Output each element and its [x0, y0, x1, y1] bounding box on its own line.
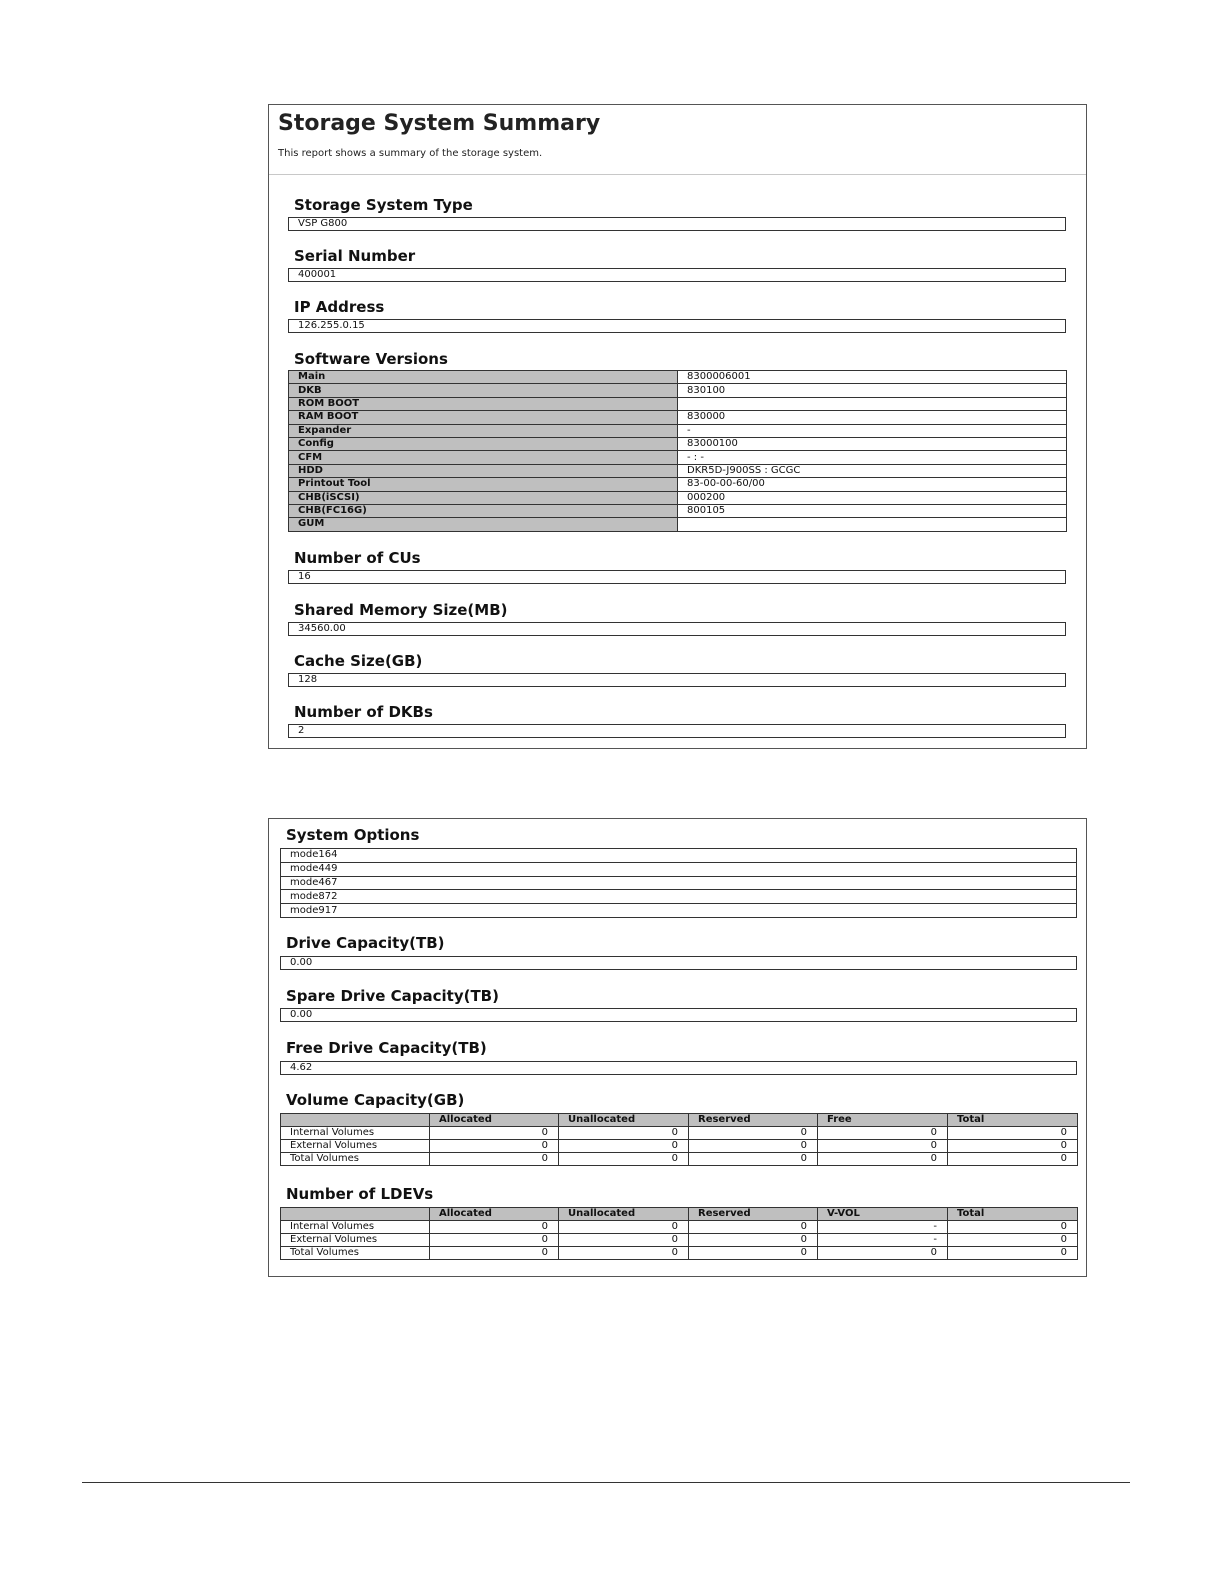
shared-memory-heading: Shared Memory Size(MB) — [294, 601, 508, 619]
column-header: Free — [818, 1114, 948, 1127]
software-version: 8300006001 — [678, 371, 1067, 384]
software-name: HDD — [289, 464, 678, 477]
list-item — [281, 890, 1077, 904]
cell-value: 0 — [559, 1234, 689, 1247]
table-row — [289, 384, 1067, 397]
cell-value: 0 — [689, 1234, 818, 1247]
software-version: - : - — [678, 451, 1067, 464]
cell-value: 0 — [948, 1127, 1078, 1140]
table-row — [289, 424, 1067, 437]
software-versions-heading: Software Versions — [294, 350, 448, 368]
cell-value: 0 — [430, 1221, 559, 1234]
list-item — [281, 904, 1077, 918]
column-header: Unallocated — [559, 1208, 689, 1221]
cell-value: 0 — [559, 1247, 689, 1260]
cell-value: 0 — [430, 1140, 559, 1153]
number-of-cus-value: 16 — [288, 570, 1066, 584]
cell-value: 0 — [689, 1127, 818, 1140]
column-header: Reserved — [689, 1114, 818, 1127]
title-divider — [269, 174, 1086, 175]
number-of-dkbs-heading: Number of DKBs — [294, 703, 433, 721]
column-header: Total — [948, 1114, 1078, 1127]
table-row — [281, 1127, 1078, 1140]
cell-value: 0 — [559, 1140, 689, 1153]
software-name: RAM BOOT — [289, 411, 678, 424]
system-option: mode467 — [281, 876, 1077, 890]
serial-number-value: 400001 — [288, 268, 1066, 282]
cell-value: 0 — [559, 1127, 689, 1140]
volume-capacity-heading: Volume Capacity(GB) — [286, 1091, 465, 1109]
cell-value: 0 — [689, 1221, 818, 1234]
cell-value: - — [818, 1221, 948, 1234]
software-version: 000200 — [678, 491, 1067, 504]
row-label: External Volumes — [281, 1140, 430, 1153]
software-name: Main — [289, 371, 678, 384]
number-of-ldevs-heading: Number of LDEVs — [286, 1185, 434, 1203]
free-drive-capacity-value: 4.62 — [280, 1061, 1077, 1075]
row-label: Internal Volumes — [281, 1127, 430, 1140]
table-row — [289, 371, 1067, 384]
cell-value: 0 — [818, 1140, 948, 1153]
software-version: 830000 — [678, 411, 1067, 424]
software-version: 800105 — [678, 504, 1067, 517]
spare-drive-capacity-heading: Spare Drive Capacity(TB) — [286, 987, 499, 1005]
column-header-blank — [281, 1208, 430, 1221]
system-option: mode449 — [281, 862, 1077, 876]
storage-system-type-value: VSP G800 — [288, 217, 1066, 231]
table-row — [289, 451, 1067, 464]
system-option: mode164 — [281, 849, 1077, 863]
software-name: CFM — [289, 451, 678, 464]
cell-value: 0 — [430, 1234, 559, 1247]
cell-value: 0 — [559, 1221, 689, 1234]
number-of-ldevs-table — [280, 1207, 1078, 1260]
row-label: Total Volumes — [281, 1153, 430, 1166]
table-row — [281, 1234, 1078, 1247]
ip-address-heading: IP Address — [294, 298, 385, 316]
ip-address-value: 126.255.0.15 — [288, 319, 1066, 333]
table-row — [289, 478, 1067, 491]
software-name: CHB(FC16G) — [289, 504, 678, 517]
row-label: Total Volumes — [281, 1247, 430, 1260]
free-drive-capacity-heading: Free Drive Capacity(TB) — [286, 1039, 487, 1057]
software-name: CHB(iSCSI) — [289, 491, 678, 504]
cell-value: 0 — [948, 1234, 1078, 1247]
cell-value: 0 — [689, 1153, 818, 1166]
cell-value: 0 — [948, 1247, 1078, 1260]
software-versions-table — [288, 370, 1067, 532]
column-header: Reserved — [689, 1208, 818, 1221]
capacity-panel — [268, 818, 1087, 1277]
cell-value: 0 — [430, 1247, 559, 1260]
software-version: - — [678, 424, 1067, 437]
footer-divider — [82, 1482, 1130, 1483]
cell-value: 0 — [948, 1153, 1078, 1166]
software-version: DKR5D-J900SS : GCGC — [678, 464, 1067, 477]
column-header-blank — [281, 1114, 430, 1127]
cell-value: 0 — [689, 1140, 818, 1153]
list-item — [281, 862, 1077, 876]
table-row — [289, 518, 1067, 531]
table-row — [289, 491, 1067, 504]
column-header: V-VOL — [818, 1208, 948, 1221]
table-row — [289, 464, 1067, 477]
drive-capacity-value: 0.00 — [280, 956, 1077, 970]
software-version: 83000100 — [678, 437, 1067, 450]
software-name: Config — [289, 437, 678, 450]
software-version: 830100 — [678, 384, 1067, 397]
software-name: GUM — [289, 518, 678, 531]
volume-capacity-table — [280, 1113, 1078, 1166]
cell-value: 0 — [559, 1153, 689, 1166]
cache-size-value: 128 — [288, 673, 1066, 687]
summary-panel — [268, 104, 1087, 749]
table-row — [289, 504, 1067, 517]
cache-size-heading: Cache Size(GB) — [294, 652, 423, 670]
table-header-row — [281, 1114, 1078, 1127]
drive-capacity-heading: Drive Capacity(TB) — [286, 934, 445, 952]
cell-value: 0 — [818, 1127, 948, 1140]
cell-value: 0 — [689, 1247, 818, 1260]
column-header: Allocated — [430, 1208, 559, 1221]
system-option: mode917 — [281, 904, 1077, 918]
table-row — [289, 397, 1067, 410]
number-of-dkbs-value: 2 — [288, 724, 1066, 738]
software-name: Expander — [289, 424, 678, 437]
storage-system-type-heading: Storage System Type — [294, 196, 473, 214]
cell-value: - — [818, 1234, 948, 1247]
cell-value: 0 — [948, 1140, 1078, 1153]
column-header: Total — [948, 1208, 1078, 1221]
page-title: Storage System Summary — [278, 111, 601, 136]
row-label: Internal Volumes — [281, 1221, 430, 1234]
software-version: 83-00-00-60/00 — [678, 478, 1067, 491]
column-header: Unallocated — [559, 1114, 689, 1127]
table-row — [281, 1247, 1078, 1260]
table-row — [289, 437, 1067, 450]
software-name: Printout Tool — [289, 478, 678, 491]
table-row — [289, 411, 1067, 424]
software-version — [678, 397, 1067, 410]
table-row — [281, 1221, 1078, 1234]
system-options-list — [280, 848, 1077, 918]
cell-value: 0 — [818, 1247, 948, 1260]
cell-value: 0 — [948, 1221, 1078, 1234]
column-header: Allocated — [430, 1114, 559, 1127]
list-item — [281, 876, 1077, 890]
table-header-row — [281, 1208, 1078, 1221]
list-item — [281, 849, 1077, 863]
shared-memory-value: 34560.00 — [288, 622, 1066, 636]
software-name: ROM BOOT — [289, 397, 678, 410]
software-version — [678, 518, 1067, 531]
serial-number-heading: Serial Number — [294, 247, 416, 265]
cell-value: 0 — [818, 1153, 948, 1166]
report-description: This report shows a summary of the storage system. — [278, 148, 543, 159]
spare-drive-capacity-value: 0.00 — [280, 1008, 1077, 1022]
row-label: External Volumes — [281, 1234, 430, 1247]
software-name: DKB — [289, 384, 678, 397]
cell-value: 0 — [430, 1153, 559, 1166]
system-option: mode872 — [281, 890, 1077, 904]
table-row — [281, 1140, 1078, 1153]
table-row — [281, 1153, 1078, 1166]
system-options-heading: System Options — [286, 826, 420, 844]
number-of-cus-heading: Number of CUs — [294, 549, 421, 567]
cell-value: 0 — [430, 1127, 559, 1140]
